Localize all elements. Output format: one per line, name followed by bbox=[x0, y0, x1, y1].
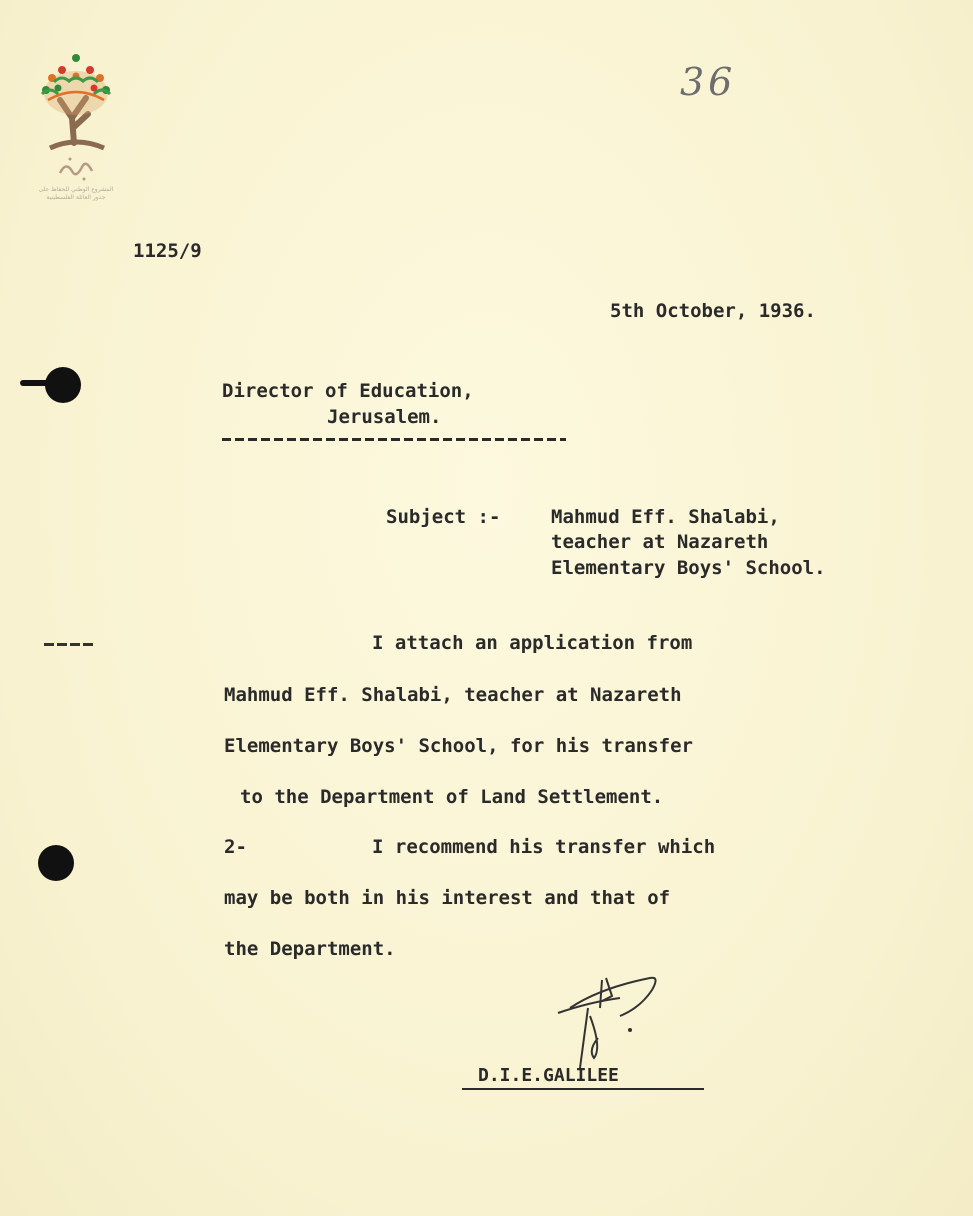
addressee-underline bbox=[222, 438, 566, 441]
addressee-line-2: Jerusalem. bbox=[327, 406, 442, 428]
body-line-4: to the Department of Land Settlement. bbox=[240, 786, 664, 808]
body-line-6: may be both in his interest and that of bbox=[224, 887, 671, 909]
punch-hole-bottom bbox=[38, 845, 74, 881]
body-line-7: the Department. bbox=[224, 938, 396, 960]
body-line-2: Mahmud Eff. Shalabi, teacher at Nazareth bbox=[224, 684, 682, 706]
letter-date: 5th October, 1936. bbox=[610, 300, 816, 322]
subject-line-1: Mahmud Eff. Shalabi, bbox=[551, 506, 780, 528]
signatory-title: D.I.E.GALILEE bbox=[478, 1065, 619, 1086]
family-tree-logo-icon bbox=[30, 48, 122, 208]
subject-line-3: Elementary Boys' School. bbox=[551, 557, 826, 579]
signature-underline bbox=[462, 1088, 704, 1090]
reference-number: 1125/9 bbox=[133, 240, 202, 262]
paragraph-number: 2- bbox=[224, 836, 247, 858]
subject-label: Subject :- bbox=[386, 506, 501, 528]
logo-caption: المشروع الوطني للحفاظ على جذور العائلة الفلسطينية bbox=[38, 186, 114, 201]
folio-number: 36 bbox=[680, 60, 737, 104]
addressee-line-1: Director of Education, bbox=[222, 380, 474, 402]
logo-script-mark bbox=[58, 153, 94, 183]
body-line-3: Elementary Boys' School, for his transfer bbox=[224, 735, 693, 757]
margin-mark bbox=[44, 643, 94, 646]
handwritten-signature bbox=[540, 968, 680, 1078]
subject-line-2: teacher at Nazareth bbox=[551, 531, 769, 553]
punch-hole-top bbox=[45, 367, 81, 403]
body-line-5: I recommend his transfer which bbox=[372, 836, 716, 858]
body-line-1: I attach an application from bbox=[372, 632, 693, 654]
tree-icon bbox=[30, 48, 122, 158]
